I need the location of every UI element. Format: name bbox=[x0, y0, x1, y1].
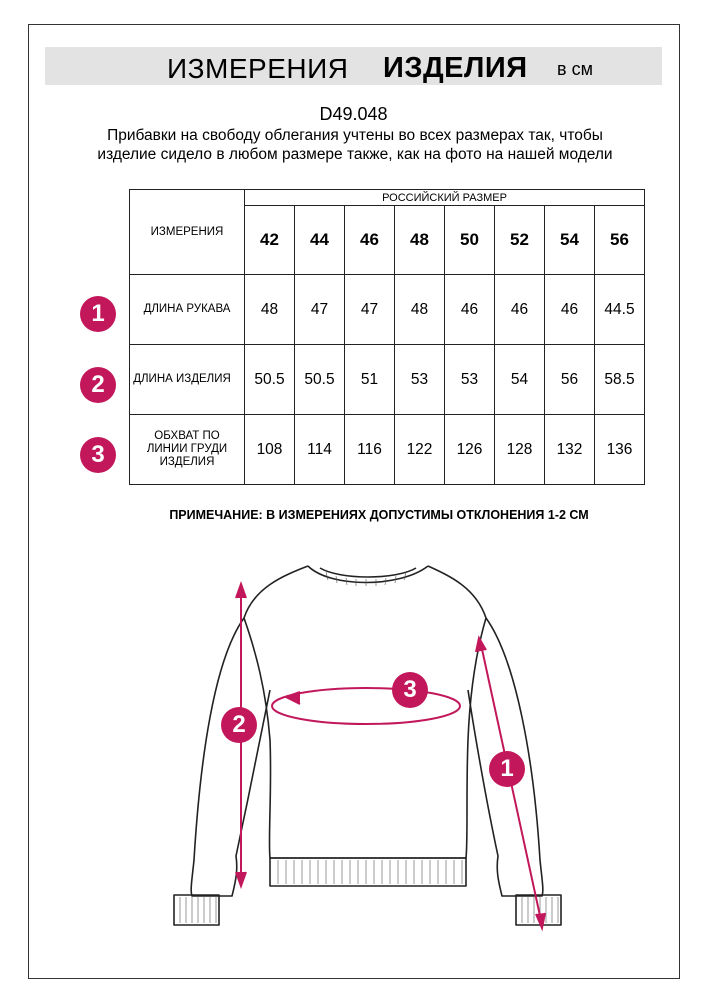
product-code: D49.048 bbox=[319, 104, 388, 124]
value-cell: 46 bbox=[545, 275, 595, 345]
value-cell: 116 bbox=[345, 415, 395, 485]
badge-sleeve-length: 1 bbox=[80, 296, 116, 332]
value-cell: 48 bbox=[245, 275, 295, 345]
sweater-diagram bbox=[0, 540, 707, 960]
header-bar bbox=[45, 47, 662, 85]
size-cell: 44 bbox=[295, 206, 345, 275]
value-cell: 48 bbox=[395, 275, 445, 345]
size-cell: 56 bbox=[595, 206, 645, 275]
sweater-body bbox=[244, 566, 486, 858]
value-cell: 47 bbox=[345, 275, 395, 345]
left-sleeve bbox=[191, 618, 270, 896]
fit-description: Прибавки на свободу облегания учтены во всех размерах так, чтобы изделие сидело в любом размере также, как на фото на нашей модели bbox=[97, 127, 613, 163]
size-cell: 48 bbox=[395, 206, 445, 275]
table-row bbox=[130, 415, 645, 485]
value-cell: 50.5 bbox=[245, 345, 295, 415]
value-cell: 132 bbox=[545, 415, 595, 485]
value-cell: 44.5 bbox=[595, 275, 645, 345]
header-title-measurements: ИЗМЕРЕНИЯ bbox=[167, 53, 349, 84]
row-label-chest-girth: ОБХВАТ ПО ЛИНИИ ГРУДИ ИЗДЕЛИЯ bbox=[130, 415, 245, 485]
chest-girth-ellipse bbox=[272, 688, 460, 724]
value-cell: 46 bbox=[495, 275, 545, 345]
size-cell: 54 bbox=[545, 206, 595, 275]
diagram-marker-sleeve-length: 1 bbox=[489, 751, 525, 787]
value-cell: 58.5 bbox=[595, 345, 645, 415]
header-title-item: ИЗДЕЛИЯ bbox=[383, 52, 528, 84]
badge-item-length: 2 bbox=[80, 367, 116, 403]
value-cell: 136 bbox=[595, 415, 645, 485]
badge-chest-girth: 3 bbox=[80, 437, 116, 473]
value-cell: 54 bbox=[495, 345, 545, 415]
value-cell: 51 bbox=[345, 345, 395, 415]
value-cell: 108 bbox=[245, 415, 295, 485]
size-cell: 46 bbox=[345, 206, 395, 275]
size-table bbox=[129, 189, 645, 485]
value-cell: 128 bbox=[495, 415, 545, 485]
table-row bbox=[130, 345, 645, 415]
value-cell: 126 bbox=[445, 415, 495, 485]
tolerance-note: ПРИМЕЧАНИЕ: В ИЗМЕРЕНИЯХ ДОПУСТИМЫ ОТКЛОНЕНИЯ 1-2 СМ bbox=[169, 508, 589, 522]
row-label-item-length: ДЛИНА ИЗДЕЛИЯ bbox=[130, 345, 245, 415]
value-cell: 53 bbox=[445, 345, 495, 415]
header-unit: в см bbox=[557, 59, 593, 79]
value-cell: 122 bbox=[395, 415, 445, 485]
value-cell: 114 bbox=[295, 415, 345, 485]
size-cell: 50 bbox=[445, 206, 495, 275]
table-row bbox=[130, 275, 645, 345]
diagram-marker-item-length: 2 bbox=[221, 707, 257, 743]
collar bbox=[308, 566, 428, 583]
value-cell: 46 bbox=[445, 275, 495, 345]
value-cell: 47 bbox=[295, 275, 345, 345]
size-cell: 52 bbox=[495, 206, 545, 275]
value-cell: 53 bbox=[395, 345, 445, 415]
value-cell: 50.5 bbox=[295, 345, 345, 415]
row-label-sleeve-length: ДЛИНА РУКАВА bbox=[130, 275, 245, 345]
size-cell: 42 bbox=[245, 206, 295, 275]
diagram-marker-chest-girth: 3 bbox=[392, 672, 428, 708]
value-cell: 56 bbox=[545, 345, 595, 415]
size-group-header: РОССИЙСКИЙ РАЗМЕР bbox=[245, 190, 645, 206]
measure-header: ИЗМЕРЕНИЯ bbox=[130, 190, 245, 275]
